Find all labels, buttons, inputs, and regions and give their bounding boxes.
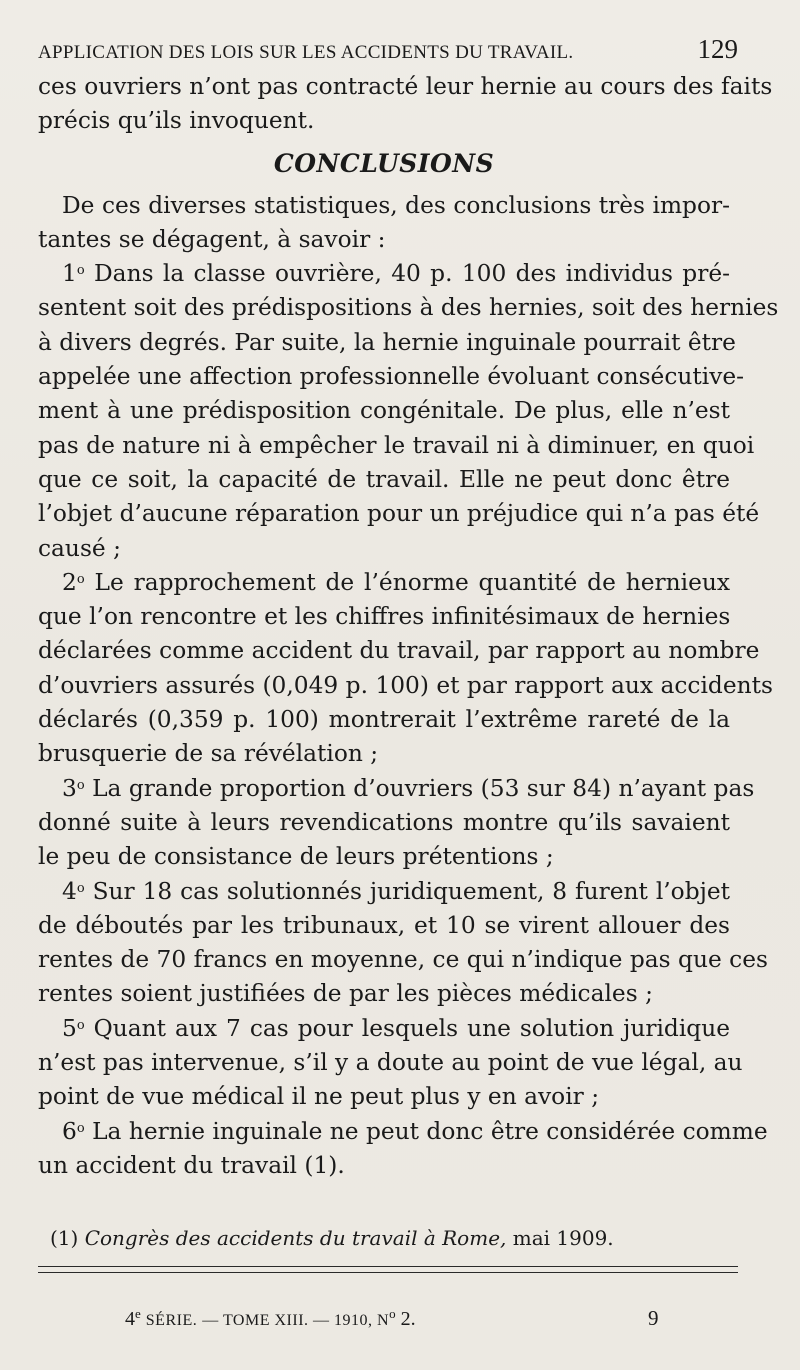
series-word: SÉRIE. [145, 1312, 198, 1329]
body-text [38, 70, 779, 1183]
paragraph-line: déclarés (0,359 p. 100) montrerait l’extrême rareté de la [38, 706, 730, 734]
printer-signature [125, 1308, 416, 1331]
paragraph-line: De ces diverses statistiques, des conclusions très impor- [62, 191, 730, 219]
ordinal-number: 1 [62, 260, 77, 288]
footnote-marker: (1) [50, 1226, 79, 1250]
ordinal-suffix: o [76, 1017, 85, 1033]
paragraph-line: donné suite à leurs revendications montre qu’ils savaient [38, 808, 730, 836]
paragraph-line: de déboutés par les tribunaux, et 10 se virent allouer des [38, 911, 730, 939]
paragraph-line: brusquerie de sa révélation ; [38, 740, 379, 768]
section-heading: CONCLUSIONS [273, 148, 495, 178]
ordinal-number: 2 [62, 568, 77, 596]
paragraph-line: déclarées comme accident du travail, par rapport au nombre [38, 637, 760, 665]
paragraph-line: le peu de consistance de leurs prétentions ; [38, 843, 554, 871]
running-head: APPLICATION DES LOIS SUR LES ACCIDENTS DU TRAVAIL. [38, 42, 574, 63]
sheet-number: 9 [648, 1306, 659, 1330]
footnote [50, 1226, 614, 1250]
paragraph-text: La hernie inguinale ne peut donc être considérée comme [92, 1117, 768, 1145]
ordinal-suffix: o [76, 571, 85, 587]
footer-rule [38, 1272, 738, 1273]
paragraph-line [38, 772, 755, 806]
ordinal-suffix: o [76, 263, 85, 279]
footer-rule [38, 1266, 738, 1267]
series-number: 4 [125, 1308, 135, 1330]
paragraph-line: à divers degrés. Par suite, la hernie inguinale pourrait être [38, 328, 736, 356]
paragraph-line: sentent soit des prédispositions à des hernies, soit des hernies [38, 294, 779, 322]
paragraph-line: rentes soient justifiées de par les pièces médicales ; [38, 980, 653, 1008]
ordinal-number: 3 [62, 774, 77, 802]
paragraph-text: Sur 18 cas solutionnés juridiquement, 8 furent l’objet [92, 877, 730, 905]
paragraph-line [38, 1012, 730, 1046]
ordinal-suffix: o [76, 777, 85, 793]
paragraph-line [38, 1115, 768, 1149]
paragraph-line: pas de nature ni à empêcher le travail ni à diminuer, en quoi [38, 431, 755, 459]
paragraph-text: Dans la classe ouvrière, 40 p. 100 des individus pré- [94, 260, 730, 288]
footnote-date: mai 1909. [512, 1226, 614, 1250]
paragraph-line: un accident du travail (1). [38, 1151, 345, 1179]
paragraph-line: d’ouvriers assurés (0,049 p. 100) et par rapport aux accidents [38, 671, 773, 699]
paragraph-line: l’objet d’aucune réparation pour un préjudice qui n’a pas été [38, 500, 760, 528]
paragraph-line: point de vue médical il ne peut plus y en avoir ; [38, 1083, 600, 1111]
paragraph-line [38, 257, 730, 291]
ordinal-number: 4 [62, 877, 77, 905]
paragraph-text: La grande proportion d’ouvriers (53 sur 84) n’ayant pas [92, 774, 755, 802]
paragraph-line: causé ; [38, 534, 121, 562]
issue-number: 2. [400, 1308, 416, 1330]
tome-info: — TOME XIII. — 1910, N [202, 1312, 390, 1329]
paragraph-line: tantes se dégagent, à savoir : [38, 225, 386, 253]
paragraph-line [38, 875, 730, 909]
paragraph-text: Quant aux 7 cas pour lesquels une solution juridique [93, 1014, 731, 1042]
ordinal-number: 6 [62, 1117, 77, 1145]
issue-superscript: o [389, 1306, 396, 1321]
footnote-title: Congrès des accidents du travail à Rome, [84, 1226, 507, 1250]
page-header [38, 34, 738, 65]
ordinal-suffix: o [76, 1120, 85, 1136]
paragraph-line: appelée une affection professionnelle évoluant consécutive- [38, 363, 745, 391]
ordinal-suffix: o [76, 880, 85, 896]
intro-line: ces ouvriers n’ont pas contracté leur hernie au cours des faits [38, 73, 773, 100]
paragraph-line: que l’on rencontre et les chiffres infinitésimaux de hernies [38, 603, 731, 631]
series-superscript: e [135, 1306, 141, 1321]
paragraph-line: rentes de 70 francs en moyenne, ce qui n’indique pas que ces [38, 946, 768, 974]
page-number: 129 [697, 34, 738, 64]
paragraph-line: ment à une prédisposition congénitale. De plus, elle n’est [38, 397, 730, 425]
intro-line: précis qu’ils invoquent. [38, 107, 315, 135]
paragraph-line: n’est pas intervenue, s’il y a doute au point de vue légal, au [38, 1049, 743, 1077]
ordinal-number: 5 [62, 1014, 77, 1042]
paragraph-line [38, 566, 730, 600]
paragraph-text: Le rapprochement de l’énorme quantité de hernieux [94, 568, 731, 596]
paragraph-line: que ce soit, la capacité de travail. Elle ne peut donc être [38, 465, 730, 493]
